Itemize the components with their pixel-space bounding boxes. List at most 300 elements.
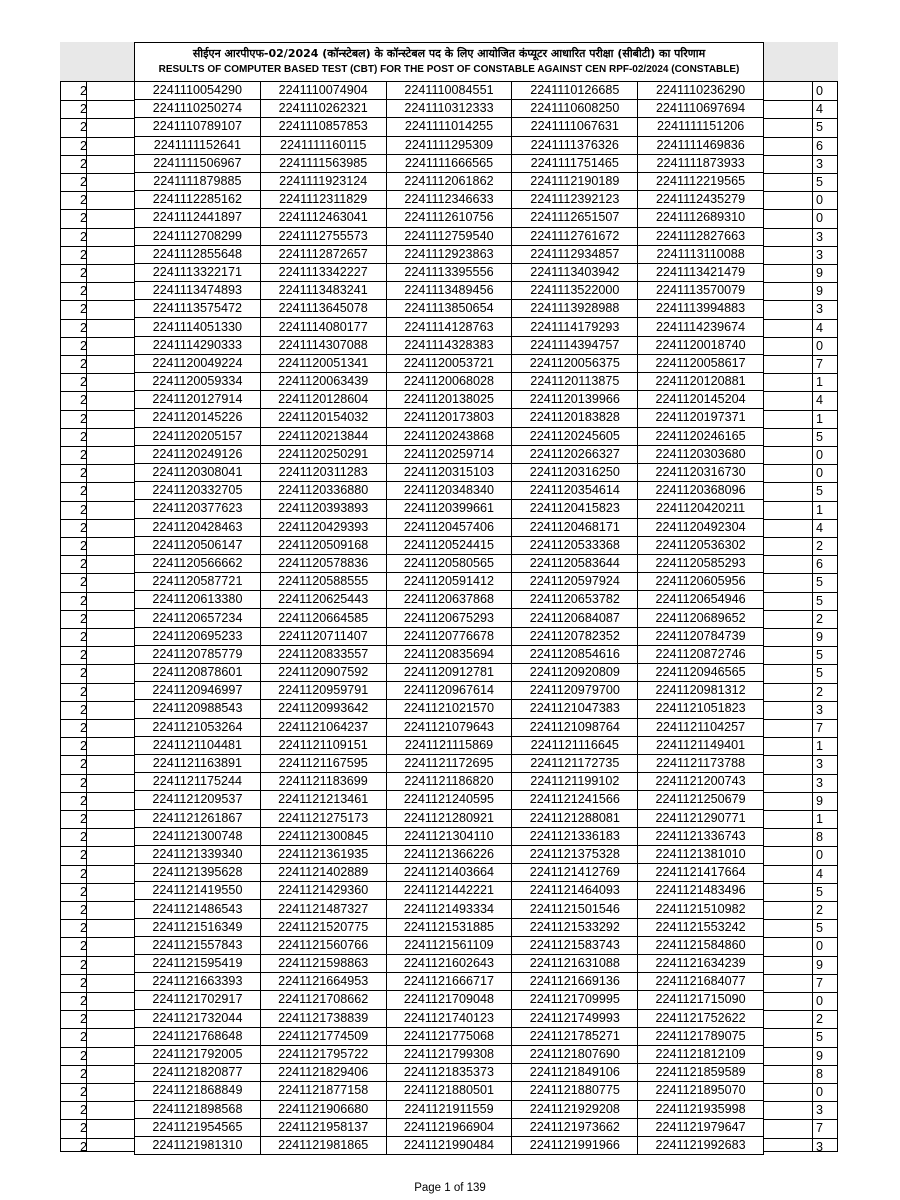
roll-number-cell: 2241110789107	[135, 118, 261, 136]
roll-number-cell: 2241114307088	[260, 336, 386, 354]
roll-number-cell: 2241120637868	[386, 591, 512, 609]
edge-digit: 5	[816, 120, 824, 135]
edge-digit: 5	[816, 429, 824, 444]
table-row	[135, 536, 764, 554]
edge-digit: 2	[80, 994, 88, 1008]
roll-number-cell: 2241120509168	[260, 536, 386, 554]
roll-number-cell: 2241120113875	[512, 373, 638, 391]
roll-number-cell: 2241121213461	[260, 791, 386, 809]
roll-number-cell: 2241113575472	[135, 300, 261, 318]
table-row	[135, 336, 764, 354]
roll-number-cell: 2241121935998	[638, 1100, 764, 1118]
edge-digit: 0	[816, 193, 824, 208]
edge-digit: 2	[80, 866, 88, 881]
roll-number-cell: 2241114328383	[386, 336, 512, 354]
roll-number-cell: 2241110084551	[386, 82, 512, 100]
roll-number-cell: 2241120536302	[638, 536, 764, 554]
edge-digit: 3	[816, 775, 824, 790]
edge-digit: 2	[80, 1030, 88, 1045]
table-row	[135, 1100, 764, 1118]
edge-digit: 4	[816, 393, 824, 408]
roll-number-cell: 2241120259714	[386, 445, 512, 463]
roll-number-cell: 2241121663393	[135, 973, 261, 991]
roll-number-cell: 2241113110088	[638, 245, 764, 263]
edge-digit: 2	[80, 120, 88, 135]
edge-digit: 3	[816, 702, 824, 717]
roll-number-cell: 2241121429360	[260, 882, 386, 900]
roll-number-cell: 2241121929208	[512, 1100, 638, 1118]
roll-number-cell: 2241121560766	[260, 936, 386, 954]
roll-number-cell: 2241112190189	[512, 172, 638, 190]
roll-number-cell: 2241121666717	[386, 973, 512, 991]
roll-number-cell: 2241121895070	[638, 1082, 764, 1100]
roll-number-cell: 2241121531885	[386, 918, 512, 936]
edge-digit: 2	[80, 193, 88, 208]
roll-number-cell: 2241111666565	[386, 154, 512, 172]
edge-digit: 2	[80, 320, 88, 335]
edge-digit: 2	[80, 775, 88, 790]
roll-number-cell: 2241120583644	[512, 554, 638, 572]
roll-number-cell: 2241120675293	[386, 609, 512, 627]
roll-number-cell: 2241120336880	[260, 482, 386, 500]
roll-number-cell: 2241120468171	[512, 518, 638, 536]
roll-number-cell: 2241121799308	[386, 1045, 512, 1063]
table-row	[135, 191, 764, 209]
roll-number-cell: 2241111295309	[386, 136, 512, 154]
edge-digit: 3	[816, 156, 824, 171]
roll-number-cell: 2241112755573	[260, 227, 386, 245]
roll-number-cell: 2241121708662	[260, 991, 386, 1009]
roll-number-cell: 2241120872746	[638, 645, 764, 663]
roll-number-cell: 2241113322171	[135, 263, 261, 281]
edge-digit: 2	[80, 266, 88, 280]
roll-number-cell: 2241121261867	[135, 809, 261, 827]
table-row	[135, 1009, 764, 1027]
roll-number-cell: 2241120946997	[135, 682, 261, 700]
roll-number-cell: 2241120580565	[386, 554, 512, 572]
roll-number-cell: 2241120591412	[386, 573, 512, 591]
edge-digit: 2	[80, 721, 88, 735]
table-row	[135, 1027, 764, 1045]
roll-number-cell: 2241120056375	[512, 354, 638, 372]
roll-number-cell: 2241114394757	[512, 336, 638, 354]
roll-number-cell: 2241121981865	[260, 1136, 386, 1154]
table-row	[135, 718, 764, 736]
roll-number-cell: 2241113489456	[386, 282, 512, 300]
roll-number-cell: 2241121749993	[512, 1009, 638, 1027]
edge-digit: 2	[80, 903, 88, 917]
edge-digit: 2	[80, 1121, 88, 1136]
edge-digit: 2	[80, 247, 88, 262]
roll-number-cell: 2241120173803	[386, 409, 512, 427]
roll-number-cell: 2241121361935	[260, 845, 386, 863]
edge-digit: 2	[80, 921, 88, 936]
roll-number-cell: 2241120993642	[260, 700, 386, 718]
roll-number-cell: 2241120657234	[135, 609, 261, 627]
roll-number-cell: 2241120785779	[135, 645, 261, 663]
roll-number-cell: 2241120393893	[260, 500, 386, 518]
roll-number-cell: 2241121375328	[512, 845, 638, 863]
table-row	[135, 918, 764, 936]
edge-digit: 2	[80, 666, 88, 681]
roll-number-cell: 2241113522000	[512, 282, 638, 300]
roll-number-cell: 2241120878601	[135, 664, 261, 682]
edge-digit: 2	[80, 1103, 88, 1118]
edge-digit: 2	[80, 156, 88, 171]
roll-number-cell: 2241111923124	[260, 172, 386, 190]
roll-number-cell: 2241121280921	[386, 809, 512, 827]
edge-digit: 2	[80, 229, 88, 244]
roll-number-cell: 2241120420211	[638, 500, 764, 518]
roll-number-cell: 2241120776678	[386, 627, 512, 645]
edge-digit: 1	[816, 739, 824, 754]
roll-number-cell: 2241120303680	[638, 445, 764, 463]
roll-number-cell: 2241121172695	[386, 754, 512, 772]
table-row	[135, 682, 764, 700]
table-row	[135, 518, 764, 536]
roll-number-cell: 2241110126685	[512, 82, 638, 100]
roll-number-cell: 2241121175244	[135, 773, 261, 791]
roll-number-cell: 2241121240595	[386, 791, 512, 809]
roll-number-cell: 2241120695233	[135, 627, 261, 645]
roll-number-cell: 2241120354614	[512, 482, 638, 500]
roll-number-cell: 2241121412769	[512, 864, 638, 882]
roll-number-cell: 2241120018740	[638, 336, 764, 354]
roll-number-cell: 2241120613380	[135, 591, 261, 609]
edge-digit: 7	[816, 721, 824, 735]
table-row	[135, 136, 764, 154]
table-row	[135, 118, 764, 136]
edge-digit: 2	[80, 939, 88, 954]
roll-number-cell: 2241120311283	[260, 463, 386, 481]
roll-number-cell: 2241121664953	[260, 973, 386, 991]
edge-digit: 5	[816, 884, 824, 899]
title-hindi: सीईएन आरपीएफ-02/2024 (कॉन्स्टेबल) के कॉन्स्टेबल पद के लिए आयोजित कंप्यूटर आधारित परीक्षा (सीबीटी) का परिणाम	[192, 47, 706, 60]
edge-digit: 2	[80, 812, 88, 826]
table-row	[135, 773, 764, 791]
roll-number-cell: 2241121880775	[512, 1082, 638, 1100]
roll-number-cell: 2241121288081	[512, 809, 638, 827]
roll-number-cell: 2241111879885	[135, 172, 261, 190]
roll-number-cell: 2241120053721	[386, 354, 512, 372]
edge-digit: 9	[816, 630, 824, 644]
roll-number-cell: 2241111014255	[386, 118, 512, 136]
edge-digit: 2	[80, 520, 88, 535]
table-row	[135, 1118, 764, 1136]
roll-number-cell: 2241120348340	[386, 482, 512, 500]
edge-digit: 2	[80, 502, 88, 517]
edge-digit: 2	[80, 1066, 88, 1081]
table-row	[135, 100, 764, 118]
edge-digit: 5	[816, 575, 824, 590]
roll-number-cell: 2241120049224	[135, 354, 261, 372]
edge-digit: 4	[816, 320, 824, 335]
roll-number-cell: 2241121419550	[135, 882, 261, 900]
edge-digit: 0	[816, 211, 824, 226]
edge-digit: 7	[816, 975, 824, 990]
roll-number-cell: 2241120058617	[638, 354, 764, 372]
edge-digit: 2	[80, 429, 88, 444]
edge-digit: 2	[80, 630, 88, 644]
roll-number-cell: 2241112285162	[135, 191, 261, 209]
roll-number-cell: 2241121079643	[386, 718, 512, 736]
roll-number-cell: 2241113342227	[260, 263, 386, 281]
edge-digit: 2	[80, 884, 88, 899]
table-row	[135, 427, 764, 445]
roll-number-cell: 2241121990484	[386, 1136, 512, 1154]
roll-number-cell: 2241112934857	[512, 245, 638, 263]
roll-number-cell: 2241120588555	[260, 573, 386, 591]
edge-digit: 2	[80, 302, 88, 317]
roll-number-cell: 2241112346633	[386, 191, 512, 209]
roll-number-cell: 2241120197371	[638, 409, 764, 427]
roll-number-cell: 2241110608250	[512, 100, 638, 118]
roll-number-cell: 2241121116645	[512, 736, 638, 754]
roll-number-cell: 2241111563985	[260, 154, 386, 172]
roll-number-cell: 2241120249126	[135, 445, 261, 463]
edge-digit: 1	[816, 812, 824, 826]
roll-number-cell: 2241121520775	[260, 918, 386, 936]
roll-number-cell: 2241121634239	[638, 955, 764, 973]
roll-number-cell: 2241121880501	[386, 1082, 512, 1100]
roll-number-cell: 2241120959791	[260, 682, 386, 700]
roll-number-cell: 2241121098764	[512, 718, 638, 736]
roll-number-cell: 2241121583743	[512, 936, 638, 954]
roll-number-cell: 2241120183828	[512, 409, 638, 427]
roll-number-cell: 2241121493334	[386, 900, 512, 918]
roll-number-cell: 2241121992683	[638, 1136, 764, 1154]
roll-number-cell: 2241121395628	[135, 864, 261, 882]
roll-number-cell: 2241120127914	[135, 391, 261, 409]
roll-number-cell: 2241112463041	[260, 209, 386, 227]
edge-digit: 4	[816, 102, 824, 117]
roll-number-cell: 2241112441897	[135, 209, 261, 227]
edge-digit: 2	[80, 1048, 88, 1063]
roll-number-cell: 2241121051823	[638, 700, 764, 718]
table-row	[135, 754, 764, 772]
roll-number-cell: 2241113570079	[638, 282, 764, 300]
table-row	[135, 300, 764, 318]
roll-number-cell: 2241120585293	[638, 554, 764, 572]
table-row	[135, 591, 764, 609]
roll-number-cell: 2241121464093	[512, 882, 638, 900]
roll-number-cell: 2241121250679	[638, 791, 764, 809]
roll-number-cell: 2241111469836	[638, 136, 764, 154]
roll-number-cell: 2241120368096	[638, 482, 764, 500]
roll-number-cell: 2241121954565	[135, 1118, 261, 1136]
roll-number-cell: 2241120139966	[512, 391, 638, 409]
roll-number-cell: 2241110054290	[135, 82, 261, 100]
edge-digit: 2	[80, 84, 88, 98]
roll-number-cell: 2241121104257	[638, 718, 764, 736]
roll-number-cell: 2241121631088	[512, 955, 638, 973]
edge-digit: 0	[816, 466, 824, 481]
page-number: Page 1 of 139	[414, 1182, 486, 1194]
roll-number-cell: 2241121533292	[512, 918, 638, 936]
edge-digit: 0	[816, 848, 824, 863]
roll-number-cell: 2241121516349	[135, 918, 261, 936]
roll-number-cell: 2241112689310	[638, 209, 764, 227]
roll-number-cell: 2241121402889	[260, 864, 386, 882]
roll-number-table	[134, 81, 764, 1155]
roll-number-cell: 2241113483241	[260, 282, 386, 300]
roll-number-cell: 2241110262321	[260, 100, 386, 118]
table-row	[135, 318, 764, 336]
roll-number-cell: 2241121557843	[135, 936, 261, 954]
roll-number-cell: 2241120457406	[386, 518, 512, 536]
roll-number-cell: 2241120533368	[512, 536, 638, 554]
table-row	[135, 991, 764, 1009]
roll-number-cell: 2241121835373	[386, 1064, 512, 1082]
edge-digit: 2	[80, 539, 88, 553]
edge-digit: 2	[80, 1012, 88, 1027]
roll-number-cell: 2241113474893	[135, 282, 261, 300]
roll-number-cell: 2241120979700	[512, 682, 638, 700]
edge-digit: 3	[816, 247, 824, 262]
roll-number-cell: 2241121991966	[512, 1136, 638, 1154]
roll-number-cell: 2241120833557	[260, 645, 386, 663]
roll-number-cell: 2241111751465	[512, 154, 638, 172]
edge-digit: 2	[80, 757, 88, 772]
edge-digit: 5	[816, 484, 824, 499]
roll-number-cell: 2241114239674	[638, 318, 764, 336]
edge-digit: 2	[80, 593, 88, 608]
background-right-column-line	[812, 82, 813, 1152]
roll-number-cell: 2241111873933	[638, 154, 764, 172]
roll-number-cell: 2241113850654	[386, 300, 512, 318]
roll-number-cell: 2241120246165	[638, 427, 764, 445]
roll-number-cell: 2241121442221	[386, 882, 512, 900]
roll-number-cell: 2241121877158	[260, 1082, 386, 1100]
roll-number-cell: 2241113395556	[386, 263, 512, 281]
roll-number-cell: 2241121740123	[386, 1009, 512, 1027]
roll-number-cell: 2241120506147	[135, 536, 261, 554]
edge-digit: 6	[816, 138, 824, 153]
roll-number-cell: 2241121774509	[260, 1027, 386, 1045]
roll-number-cell: 2241120243868	[386, 427, 512, 445]
roll-number-cell: 2241120266327	[512, 445, 638, 463]
table-row	[135, 645, 764, 663]
table-row	[135, 282, 764, 300]
roll-number-cell: 2241120377623	[135, 500, 261, 518]
edge-digit: 2	[80, 557, 88, 572]
roll-number-cell: 2241110697694	[638, 100, 764, 118]
edge-digit: 2	[816, 684, 824, 699]
roll-number-cell: 2241120128604	[260, 391, 386, 409]
roll-number-cell: 2241111376326	[512, 136, 638, 154]
roll-number-cell: 2241121553242	[638, 918, 764, 936]
edge-digit: 2	[80, 411, 88, 426]
edge-digit: 3	[816, 1139, 824, 1154]
edge-digit: 0	[816, 939, 824, 954]
table-row	[135, 791, 764, 809]
roll-number-cell: 2241121290771	[638, 809, 764, 827]
table-row	[135, 627, 764, 645]
edge-digit: 2	[816, 903, 824, 917]
roll-number-cell: 2241120597924	[512, 573, 638, 591]
roll-number-cell: 2241121501546	[512, 900, 638, 918]
edge-digit: 2	[80, 357, 88, 371]
edge-digit: 5	[816, 175, 824, 189]
roll-number-cell: 2241120051341	[260, 354, 386, 372]
edge-digit: 2	[80, 975, 88, 990]
table-row	[135, 500, 764, 518]
roll-number-cell: 2241120835694	[386, 645, 512, 663]
edge-digit: 2	[80, 957, 88, 972]
edge-digit: 8	[816, 1066, 824, 1081]
edge-digit: 2	[80, 648, 88, 663]
roll-number-cell: 2241121669136	[512, 973, 638, 991]
roll-number-cell: 2241120587721	[135, 573, 261, 591]
roll-number-cell: 2241120920809	[512, 664, 638, 682]
roll-number-cell: 2241113403942	[512, 263, 638, 281]
roll-number-cell: 2241113645078	[260, 300, 386, 318]
edge-digit: 2	[80, 1085, 88, 1099]
roll-number-cell: 2241121047383	[512, 700, 638, 718]
roll-number-cell: 2241114290333	[135, 336, 261, 354]
roll-number-cell: 2241113994883	[638, 300, 764, 318]
roll-number-cell: 2241121417664	[638, 864, 764, 882]
roll-number-cell: 2241121598863	[260, 955, 386, 973]
roll-number-cell: 2241120068028	[386, 373, 512, 391]
roll-number-cell: 2241110250274	[135, 100, 261, 118]
table-row	[135, 373, 764, 391]
edge-digit: 0	[816, 448, 824, 462]
roll-number-cell: 2241121336743	[638, 827, 764, 845]
roll-number-cell: 2241121732044	[135, 1009, 261, 1027]
roll-number-cell: 2241120213844	[260, 427, 386, 445]
table-row	[135, 573, 764, 591]
table-row	[135, 827, 764, 845]
roll-number-cell: 2241121911559	[386, 1100, 512, 1118]
edge-digit: 3	[816, 757, 824, 772]
roll-number-cell: 2241120138025	[386, 391, 512, 409]
edge-digit: 0	[816, 338, 824, 353]
roll-number-cell: 2241114080177	[260, 318, 386, 336]
roll-number-cell: 2241111151206	[638, 118, 764, 136]
table-row	[135, 664, 764, 682]
roll-number-cell: 2241121684077	[638, 973, 764, 991]
edge-digit: 3	[816, 229, 824, 244]
roll-number-cell: 2241120145204	[638, 391, 764, 409]
roll-number-cell: 2241121981310	[135, 1136, 261, 1154]
roll-number-cell: 2241121958137	[260, 1118, 386, 1136]
roll-number-cell: 2241121849106	[512, 1064, 638, 1082]
edge-digit: 2	[80, 448, 88, 462]
roll-number-cell: 2241120912781	[386, 664, 512, 682]
table-row	[135, 609, 764, 627]
roll-number-cell: 2241111067631	[512, 118, 638, 136]
table-row	[135, 973, 764, 991]
roll-number-cell: 2241112311829	[260, 191, 386, 209]
roll-number-cell: 2241120524415	[386, 536, 512, 554]
roll-number-cell: 2241121403664	[386, 864, 512, 882]
edge-digit: 5	[816, 1030, 824, 1045]
table-row	[135, 1045, 764, 1063]
table-row	[135, 209, 764, 227]
edge-digit: 4	[816, 520, 824, 535]
roll-number-cell: 2241112759540	[386, 227, 512, 245]
table-row	[135, 391, 764, 409]
edge-digit: 5	[816, 648, 824, 663]
results-header	[134, 42, 764, 81]
roll-number-cell: 2241121486543	[135, 900, 261, 918]
roll-number-cell: 2241112392123	[512, 191, 638, 209]
roll-number-cell: 2241111506967	[135, 154, 261, 172]
roll-number-cell: 2241120492304	[638, 518, 764, 536]
roll-number-cell: 2241121021570	[386, 700, 512, 718]
roll-number-cell: 2241121304110	[386, 827, 512, 845]
